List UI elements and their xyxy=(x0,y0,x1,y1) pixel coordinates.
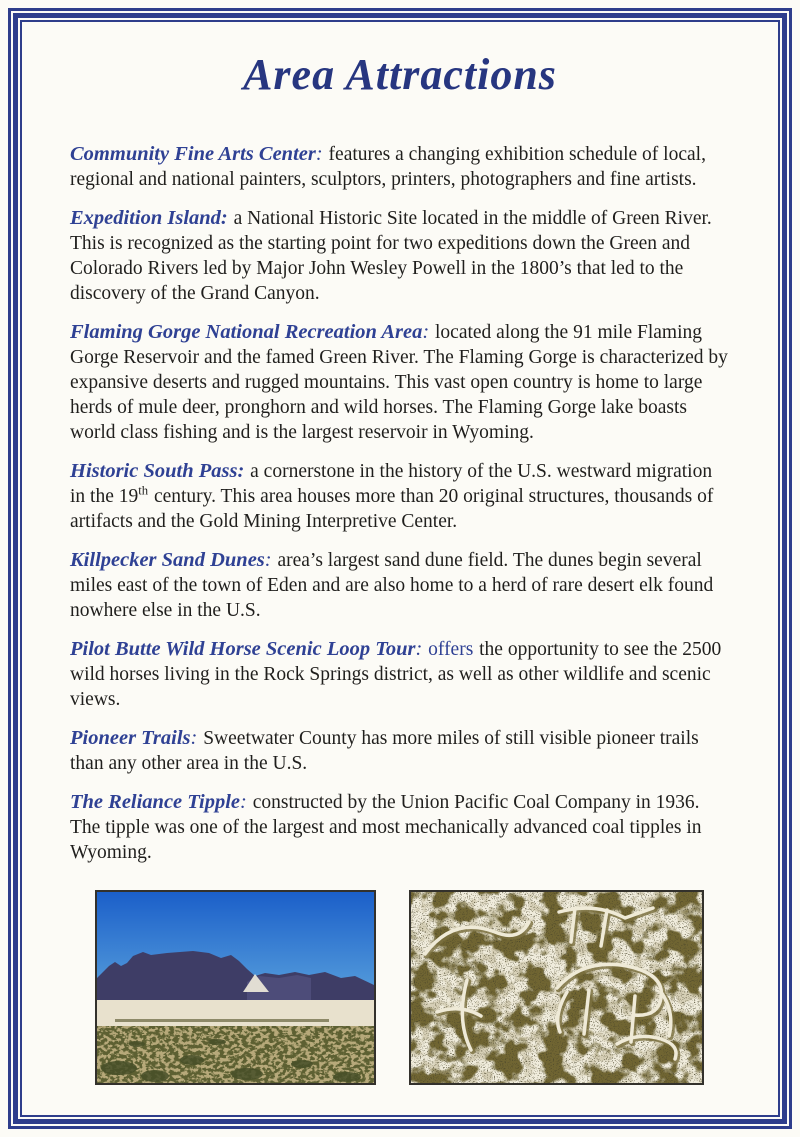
attraction-heading: Flaming Gorge National Recreation Area xyxy=(70,321,423,343)
attraction-description: a National Historic Site located in the middle of Green River. This is recognized as the starting point for two expeditions down the Green and Colorado Rivers led by Major John Wesley Powell in the 1800’s that led to the discovery of the Grand Canyon. xyxy=(70,208,712,304)
attraction-heading: Pilot Butte Wild Horse Scenic Loop Tour xyxy=(70,638,416,660)
blue-lead-word: offers xyxy=(428,639,474,660)
attraction-community-fine-arts-center xyxy=(70,142,730,192)
attraction-expedition-island xyxy=(70,206,730,306)
desert-butte-landscape-illustration xyxy=(97,892,374,1083)
vegetation-line xyxy=(115,1019,329,1022)
petroglyph-photo xyxy=(409,890,704,1085)
heading-colon: : xyxy=(264,549,272,571)
page-title: Area Attractions xyxy=(243,50,557,99)
heading-colon: : xyxy=(315,143,323,165)
attraction-flaming-gorge xyxy=(70,320,730,445)
attraction-heading: Pioneer Trails xyxy=(70,727,191,749)
petroglyph-illustration xyxy=(411,892,702,1083)
attraction-description-part2: century. This area houses more than 20 original structures, thousands of artifacts and the Gold Mining Interpretive Center. xyxy=(70,486,714,532)
attraction-pilot-butte-loop-tour xyxy=(70,637,730,712)
attraction-description-part1: a cornerstone in the history of the U.S. westward migration in the 19 xyxy=(70,461,713,507)
heading-colon: : xyxy=(422,321,430,343)
attraction-description: the opportunity to see the 2500 wild horses living in the Rock Springs district, as well as other wildlife and scenic views. xyxy=(70,639,722,710)
attraction-killpecker-sand-dunes xyxy=(70,548,730,623)
ordinal-superscript: th xyxy=(138,483,149,498)
attraction-heading: The Reliance Tipple xyxy=(70,791,241,813)
heading-colon: : xyxy=(240,791,247,813)
attraction-description: area’s largest sand dune field. The dunes begin several miles east of the town of Eden and are also home to a herd of rare desert elk found nowhere else in the U.S. xyxy=(70,550,714,621)
attraction-heading: Historic South Pass: xyxy=(70,460,245,482)
desert-butte-landscape-photo xyxy=(95,890,376,1085)
heading-colon: : xyxy=(415,638,423,660)
attraction-description: located along the 91 mile Flaming Gorge Reservoir and the famed Green River. The Flaming Gorge is characterized by expansive deserts and rugged mountains. This vast open country is home to large herds of mule deer, pronghorn and wild horses. The Flaming Gorge lake boasts world class fishing and is the largest reservoir in Wyoming. xyxy=(70,322,728,443)
attraction-historic-south-pass xyxy=(70,459,730,534)
attraction-heading: Community Fine Arts Center xyxy=(70,143,316,165)
attraction-heading: Expedition Island: xyxy=(70,207,228,229)
heading-colon: : xyxy=(190,727,198,749)
photo-row xyxy=(95,890,730,1085)
attraction-reliance-tipple xyxy=(70,790,730,865)
attraction-description: Sweetwater County has more miles of still visible pioneer trails than any other area in the U.S. xyxy=(70,728,699,774)
attraction-pioneer-trails xyxy=(70,726,730,776)
attraction-description: constructed by the Union Pacific Coal Company in 1936. The tipple was one of the largest and most mechanically advanced coal tipples in Wyoming. xyxy=(70,792,702,863)
attraction-heading: Killpecker Sand Dunes xyxy=(70,549,265,571)
attraction-description: features a changing exhibition schedule of local, regional and national painters, sculptors, printers, photographers and fine artists. xyxy=(70,144,706,190)
